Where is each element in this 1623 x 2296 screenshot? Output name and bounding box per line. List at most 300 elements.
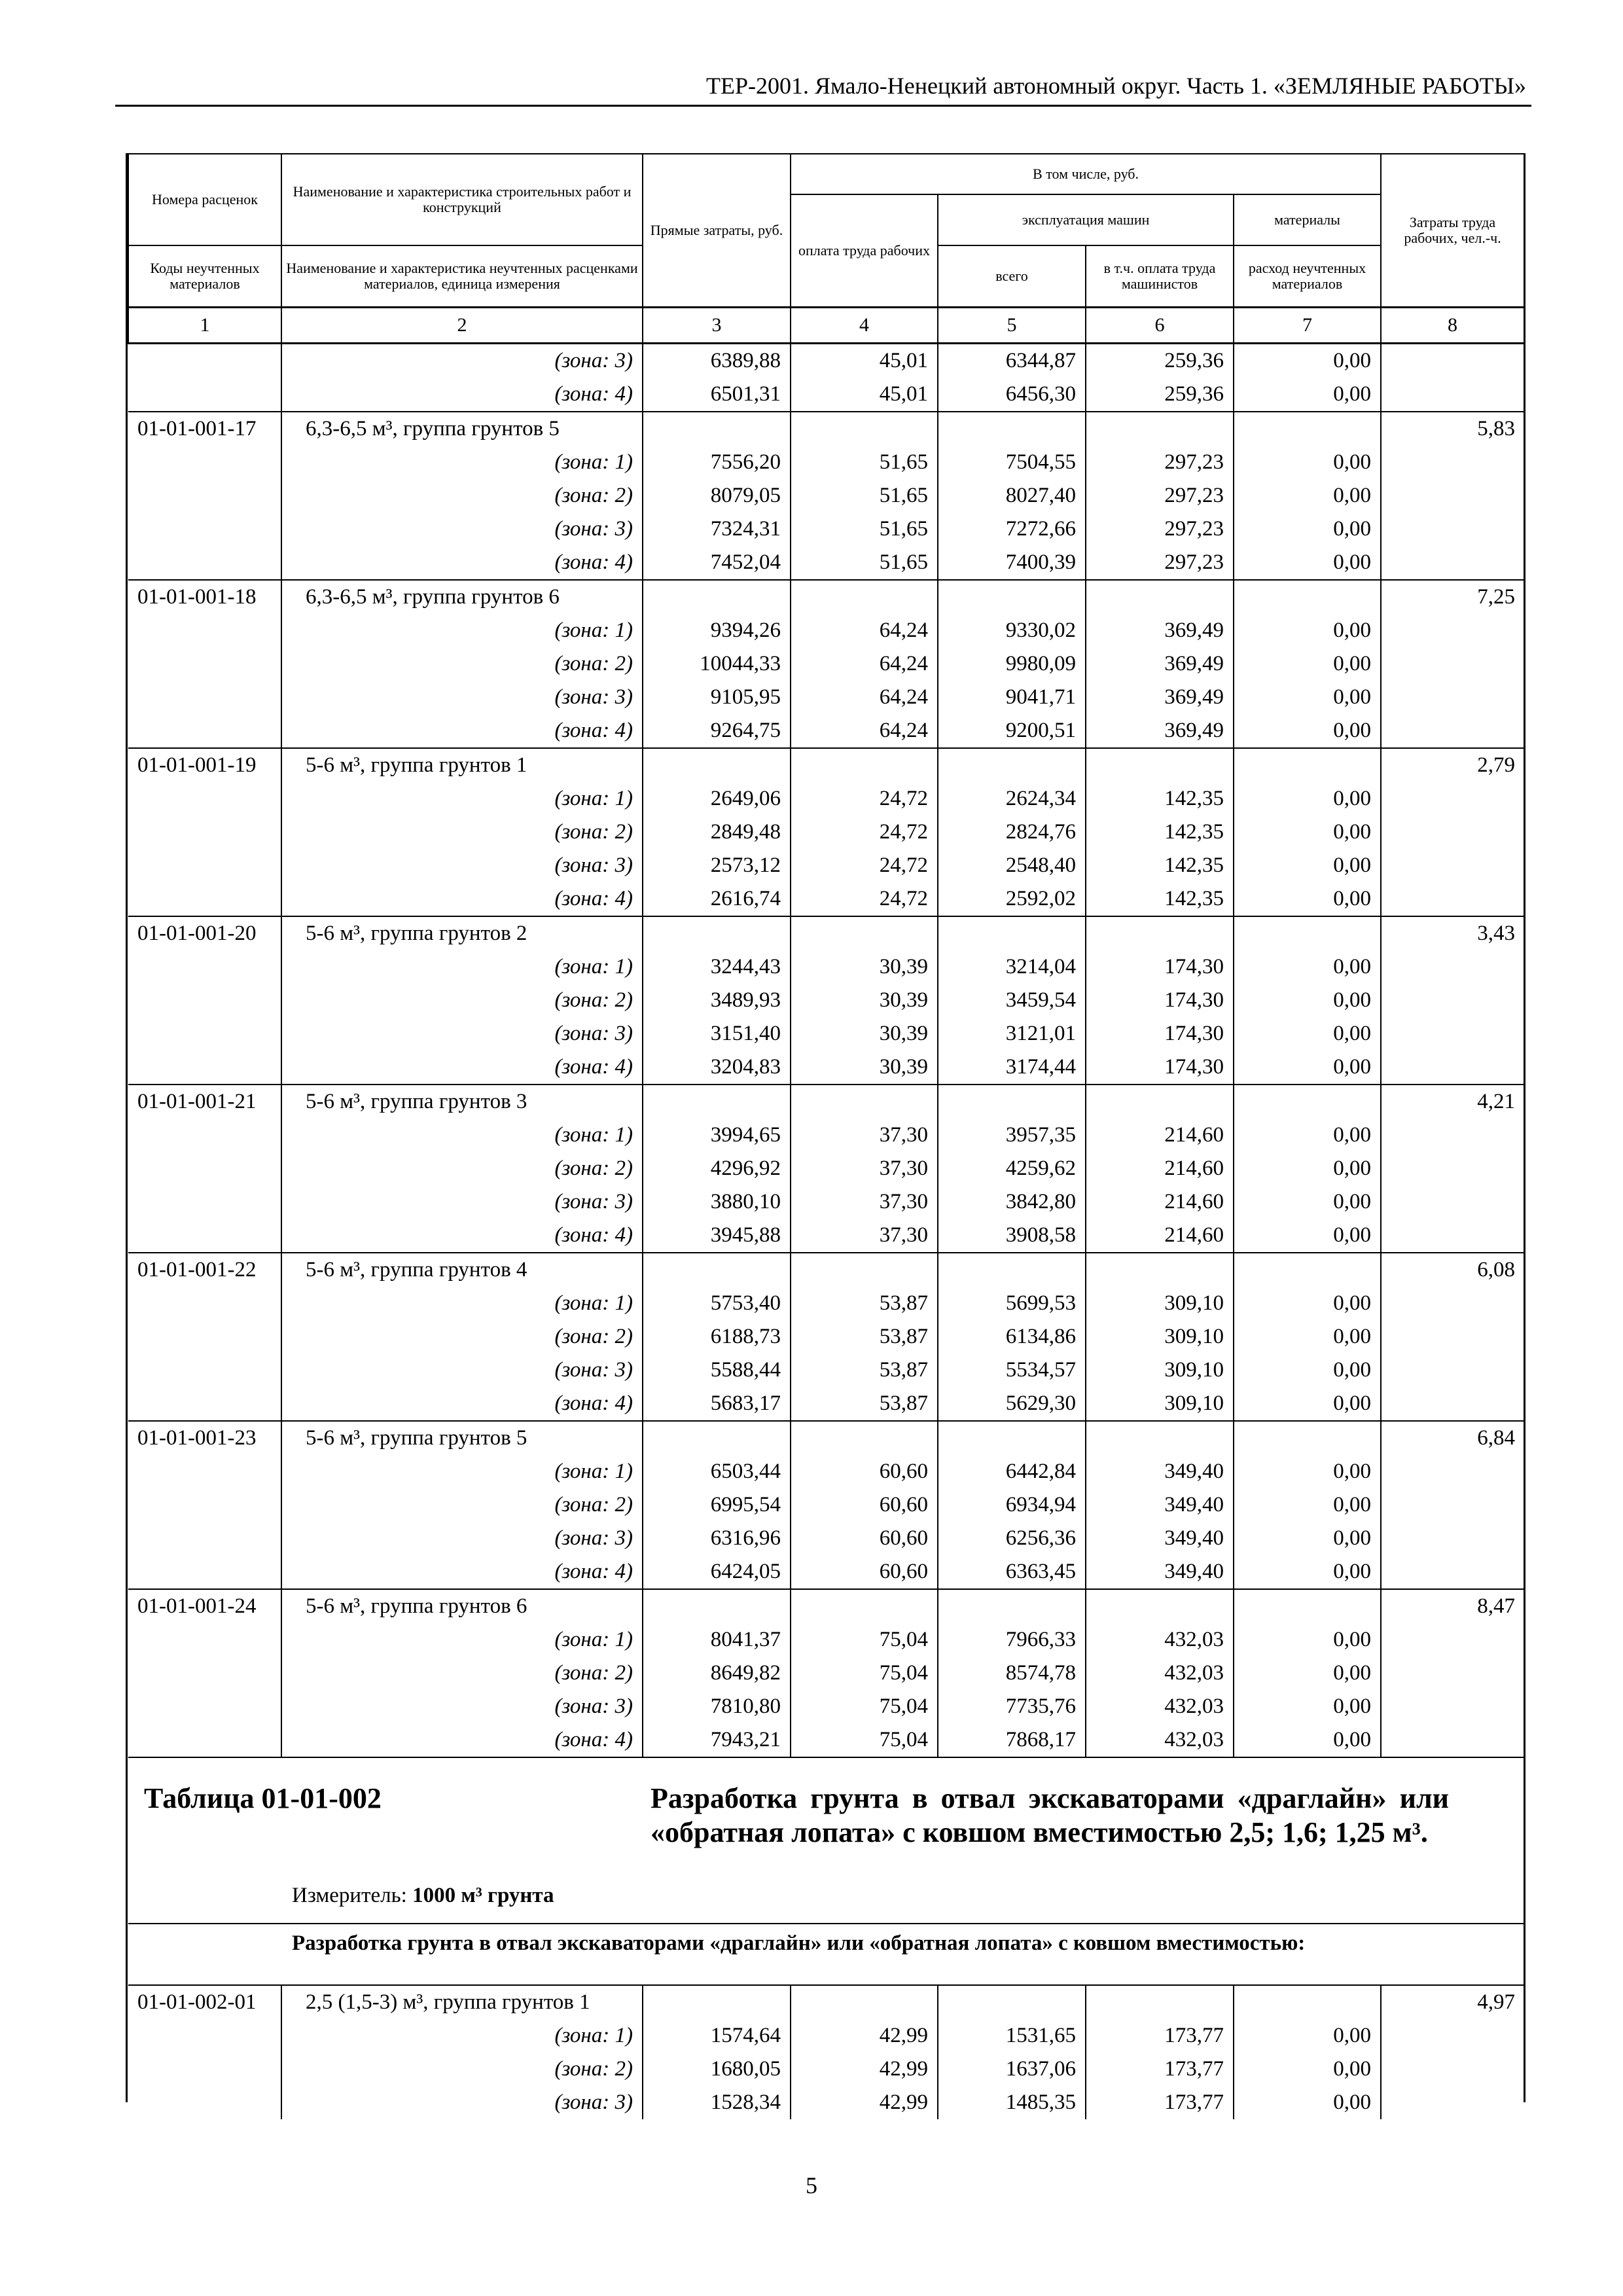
direct-costs: 2849,48 — [643, 816, 791, 849]
machines-total: 8027,40 — [938, 479, 1086, 512]
zone-row — [128, 1387, 1524, 1421]
worker-pay — [791, 748, 938, 782]
operator-pay: 142,35 — [1086, 849, 1234, 882]
machines-total — [938, 1421, 1086, 1455]
machines-total — [938, 1985, 1086, 2019]
column-number: 7 — [1234, 308, 1381, 344]
labor-hours — [1381, 1320, 1524, 1354]
materials-cost: 0,00 — [1234, 1050, 1381, 1085]
operator-pay — [1086, 916, 1234, 950]
rate-code — [128, 816, 281, 849]
operator-pay: 432,03 — [1086, 1690, 1234, 1723]
worker-pay: 64,24 — [791, 681, 938, 714]
labor-hours — [1381, 1522, 1524, 1555]
labor-hours — [1381, 512, 1524, 546]
labor-hours: 2,79 — [1381, 748, 1524, 782]
work-name: 5-6 м³, группа грунтов 2 — [281, 916, 643, 950]
zone-label: (зона: 1) — [281, 1287, 643, 1320]
labor-hours — [1381, 1152, 1524, 1185]
header-machine-operation: эксплуатация машин — [938, 194, 1234, 245]
labor-hours — [1381, 849, 1524, 882]
zone-label: (зона: 4) — [281, 1050, 643, 1085]
worker-pay: 37,30 — [791, 1219, 938, 1253]
table-title: Разработка грунта в отвал экскаваторами «драглайн» или «обратная лопата» с ковшом вместимостью 2,5; 1,6; 1,25 м³. — [651, 1782, 1449, 1848]
zone-label: (зона: 1) — [281, 614, 643, 647]
materials-cost — [1234, 1085, 1381, 1119]
direct-costs: 1574,64 — [643, 2019, 791, 2053]
worker-pay: 51,65 — [791, 512, 938, 546]
section-description: Разработка грунта в отвал экскаваторами «драглайн» или «обратная лопата» с ковшом вместимостью: — [292, 1931, 1306, 1955]
direct-costs — [643, 1253, 791, 1287]
zone-row — [128, 1522, 1524, 1555]
direct-costs: 6424,05 — [643, 1555, 791, 1589]
machines-total: 9980,09 — [938, 647, 1086, 681]
labor-hours — [1381, 1354, 1524, 1387]
worker-pay: 51,65 — [791, 446, 938, 479]
header-material-codes: Коды неучтенных материалов — [128, 245, 281, 308]
materials-cost: 0,00 — [1234, 1522, 1381, 1555]
operator-pay: 297,23 — [1086, 546, 1234, 580]
rate-code — [128, 2086, 281, 2119]
rate-code — [128, 546, 281, 580]
rate-code — [128, 681, 281, 714]
rate-code: 01-01-001-23 — [128, 1421, 281, 1455]
header-rate-numbers: Номера расценок — [128, 154, 281, 245]
materials-cost — [1234, 916, 1381, 950]
materials-cost: 0,00 — [1234, 1219, 1381, 1253]
rate-code — [128, 1522, 281, 1555]
column-number: 5 — [938, 308, 1086, 344]
operator-pay: 297,23 — [1086, 512, 1234, 546]
rate-row — [128, 1085, 1524, 1119]
operator-pay: 173,77 — [1086, 2053, 1234, 2086]
machines-total: 7735,76 — [938, 1690, 1086, 1723]
rate-code: 01-01-001-17 — [128, 412, 281, 446]
rate-code — [128, 647, 281, 681]
machines-total: 9200,51 — [938, 714, 1086, 748]
labor-hours — [1381, 1555, 1524, 1589]
materials-cost: 0,00 — [1234, 1287, 1381, 1320]
materials-cost — [1234, 580, 1381, 614]
labor-hours — [1381, 1455, 1524, 1488]
labor-hours — [1381, 479, 1524, 512]
direct-costs — [643, 1085, 791, 1119]
zone-label: (зона: 1) — [281, 782, 643, 816]
rate-code — [128, 1219, 281, 1253]
materials-cost: 0,00 — [1234, 1017, 1381, 1050]
column-number: 3 — [643, 308, 791, 344]
rate-code — [128, 479, 281, 512]
zone-row — [128, 1185, 1524, 1219]
zone-label: (зона: 3) — [281, 512, 643, 546]
rate-code — [128, 512, 281, 546]
rate-code — [128, 1455, 281, 1488]
rate-code — [128, 1185, 281, 1219]
direct-costs: 7556,20 — [643, 446, 791, 479]
zone-row — [128, 479, 1524, 512]
materials-cost — [1234, 1589, 1381, 1623]
column-number: 1 — [128, 308, 281, 344]
rate-code — [128, 1690, 281, 1723]
machines-total: 7868,17 — [938, 1723, 1086, 1757]
direct-costs — [643, 916, 791, 950]
materials-cost: 0,00 — [1234, 1657, 1381, 1690]
rate-code — [128, 344, 281, 378]
labor-hours — [1381, 446, 1524, 479]
worker-pay: 60,60 — [791, 1455, 938, 1488]
worker-pay: 24,72 — [791, 849, 938, 882]
rate-code — [128, 1152, 281, 1185]
machines-total: 3174,44 — [938, 1050, 1086, 1085]
materials-cost: 0,00 — [1234, 2086, 1381, 2119]
operator-pay: 309,10 — [1086, 1320, 1234, 1354]
materials-cost: 0,00 — [1234, 1320, 1381, 1354]
direct-costs: 7943,21 — [643, 1723, 791, 1757]
worker-pay: 75,04 — [791, 1623, 938, 1657]
zone-row — [128, 849, 1524, 882]
rate-code: 01-01-001-19 — [128, 748, 281, 782]
worker-pay — [791, 1985, 938, 2019]
labor-hours — [1381, 782, 1524, 816]
rate-code — [128, 1387, 281, 1421]
rate-code — [128, 2019, 281, 2053]
zone-row — [128, 1050, 1524, 1085]
zone-label: (зона: 3) — [281, 1354, 643, 1387]
operator-pay: 349,40 — [1086, 1555, 1234, 1589]
direct-costs: 10044,33 — [643, 647, 791, 681]
labor-hours — [1381, 2086, 1524, 2119]
machines-total: 6134,86 — [938, 1320, 1086, 1354]
machines-total: 3842,80 — [938, 1185, 1086, 1219]
operator-pay: 142,35 — [1086, 782, 1234, 816]
column-number: 6 — [1086, 308, 1234, 344]
labor-hours — [1381, 614, 1524, 647]
worker-pay: 53,87 — [791, 1354, 938, 1387]
table-header — [128, 154, 1524, 344]
worker-pay: 51,65 — [791, 479, 938, 512]
operator-pay: 214,60 — [1086, 1219, 1234, 1253]
machines-total: 3121,01 — [938, 1017, 1086, 1050]
zone-label: (зона: 4) — [281, 1387, 643, 1421]
page-number: 5 — [806, 2172, 817, 2198]
direct-costs: 6389,88 — [643, 344, 791, 378]
direct-costs: 7452,04 — [643, 546, 791, 580]
worker-pay: 30,39 — [791, 1050, 938, 1085]
worker-pay: 37,30 — [791, 1152, 938, 1185]
materials-cost: 0,00 — [1234, 849, 1381, 882]
direct-costs — [643, 580, 791, 614]
labor-hours — [1381, 1723, 1524, 1757]
machines-total — [938, 916, 1086, 950]
worker-pay: 30,39 — [791, 1017, 938, 1050]
zone-row — [128, 1354, 1524, 1387]
direct-costs: 4296,92 — [643, 1152, 791, 1185]
rate-code — [128, 1119, 281, 1152]
zone-row — [128, 546, 1524, 580]
operator-pay: 214,60 — [1086, 1185, 1234, 1219]
zone-row — [128, 1623, 1524, 1657]
zone-row — [128, 1555, 1524, 1589]
rate-code — [128, 984, 281, 1017]
operator-pay — [1086, 748, 1234, 782]
machines-total: 7272,66 — [938, 512, 1086, 546]
operator-pay: 174,30 — [1086, 984, 1234, 1017]
work-name: 5-6 м³, группа грунтов 4 — [281, 1253, 643, 1287]
rate-row — [128, 1589, 1524, 1623]
zone-label: (зона: 1) — [281, 950, 643, 984]
rate-code — [128, 849, 281, 882]
materials-cost: 0,00 — [1234, 882, 1381, 916]
materials-cost: 0,00 — [1234, 614, 1381, 647]
zone-row — [128, 1657, 1524, 1690]
work-name: 2,5 (1,5-3) м³, группа грунтов 1 — [281, 1985, 643, 2019]
machines-total — [938, 580, 1086, 614]
zone-label: (зона: 2) — [281, 816, 643, 849]
operator-pay — [1086, 412, 1234, 446]
zone-row — [128, 614, 1524, 647]
operator-pay: 142,35 — [1086, 816, 1234, 849]
operator-pay: 259,36 — [1086, 378, 1234, 412]
direct-costs: 3204,83 — [643, 1050, 791, 1085]
direct-costs: 9264,75 — [643, 714, 791, 748]
zone-label: (зона: 1) — [281, 2019, 643, 2053]
work-name: 6,3-6,5 м³, группа грунтов 5 — [281, 412, 643, 446]
materials-cost: 0,00 — [1234, 1555, 1381, 1589]
machines-total: 4259,62 — [938, 1152, 1086, 1185]
zone-label: (зона: 1) — [281, 1455, 643, 1488]
work-name: 5-6 м³, группа грунтов 6 — [281, 1589, 643, 1623]
zone-label: (зона: 1) — [281, 1119, 643, 1152]
zone-row — [128, 1287, 1524, 1320]
direct-costs: 3994,65 — [643, 1119, 791, 1152]
machines-total: 3459,54 — [938, 984, 1086, 1017]
materials-cost: 0,00 — [1234, 681, 1381, 714]
machines-total: 3214,04 — [938, 950, 1086, 984]
machines-total: 6934,94 — [938, 1488, 1086, 1522]
worker-pay: 64,24 — [791, 647, 938, 681]
zone-row — [128, 816, 1524, 849]
rate-code: 01-01-001-24 — [128, 1589, 281, 1623]
rate-code — [128, 378, 281, 412]
worker-pay — [791, 580, 938, 614]
zone-label: (зона: 4) — [281, 714, 643, 748]
machines-total: 6363,45 — [938, 1555, 1086, 1589]
worker-pay — [791, 412, 938, 446]
rate-code — [128, 1320, 281, 1354]
operator-pay: 173,77 — [1086, 2019, 1234, 2053]
worker-pay: 42,99 — [791, 2019, 938, 2053]
zone-label: (зона: 2) — [281, 984, 643, 1017]
labor-hours — [1381, 1690, 1524, 1723]
zone-row — [128, 984, 1524, 1017]
operator-pay — [1086, 1985, 1234, 2019]
direct-costs: 9105,95 — [643, 681, 791, 714]
operator-pay: 174,30 — [1086, 950, 1234, 984]
labor-hours — [1381, 681, 1524, 714]
worker-pay: 24,72 — [791, 816, 938, 849]
labor-hours — [1381, 1219, 1524, 1253]
worker-pay: 51,65 — [791, 546, 938, 580]
worker-pay: 24,72 — [791, 782, 938, 816]
machines-total: 2548,40 — [938, 849, 1086, 882]
work-name: 5-6 м³, группа грунтов 5 — [281, 1421, 643, 1455]
worker-pay: 42,99 — [791, 2086, 938, 2119]
materials-cost: 0,00 — [1234, 950, 1381, 984]
direct-costs: 7810,80 — [643, 1690, 791, 1723]
labor-hours — [1381, 950, 1524, 984]
table-body-002 — [128, 1985, 1524, 2119]
operator-pay: 369,49 — [1086, 714, 1234, 748]
header-direct-costs: Прямые затраты, руб. — [643, 154, 791, 308]
labor-hours — [1381, 2019, 1524, 2053]
rate-code — [128, 882, 281, 916]
price-table — [128, 153, 1525, 2119]
labor-hours — [1381, 546, 1524, 580]
zone-row — [128, 1017, 1524, 1050]
materials-cost: 0,00 — [1234, 344, 1381, 378]
direct-costs — [643, 1985, 791, 2019]
operator-pay: 432,03 — [1086, 1657, 1234, 1690]
worker-pay: 30,39 — [791, 950, 938, 984]
materials-cost: 0,00 — [1234, 1387, 1381, 1421]
labor-hours: 7,25 — [1381, 580, 1524, 614]
labor-hours — [1381, 882, 1524, 916]
materials-cost: 0,00 — [1234, 546, 1381, 580]
zone-row — [128, 344, 1524, 378]
materials-cost: 0,00 — [1234, 1185, 1381, 1219]
worker-pay: 53,87 — [791, 1287, 938, 1320]
materials-cost: 0,00 — [1234, 446, 1381, 479]
worker-pay: 53,87 — [791, 1320, 938, 1354]
worker-pay: 30,39 — [791, 984, 938, 1017]
direct-costs — [643, 1421, 791, 1455]
worker-pay — [791, 1253, 938, 1287]
materials-cost: 0,00 — [1234, 714, 1381, 748]
materials-cost: 0,00 — [1234, 479, 1381, 512]
direct-costs: 5588,44 — [643, 1354, 791, 1387]
direct-costs — [643, 412, 791, 446]
rate-row — [128, 580, 1524, 614]
zone-label: (зона: 2) — [281, 1488, 643, 1522]
rate-row — [128, 1985, 1524, 2019]
labor-hours — [1381, 1017, 1524, 1050]
labor-hours — [1381, 984, 1524, 1017]
machines-total: 2592,02 — [938, 882, 1086, 916]
zone-row — [128, 1152, 1524, 1185]
operator-pay — [1086, 1589, 1234, 1623]
operator-pay: 142,35 — [1086, 882, 1234, 916]
operator-pay — [1086, 1253, 1234, 1287]
materials-cost: 0,00 — [1234, 2053, 1381, 2086]
labor-hours: 4,97 — [1381, 1985, 1524, 2019]
worker-pay: 24,72 — [791, 882, 938, 916]
machines-total: 3957,35 — [938, 1119, 1086, 1152]
machines-total: 6442,84 — [938, 1455, 1086, 1488]
rate-row — [128, 916, 1524, 950]
labor-hours: 8,47 — [1381, 1589, 1524, 1623]
header-materials: материалы — [1234, 194, 1381, 245]
operator-pay — [1086, 580, 1234, 614]
materials-cost: 0,00 — [1234, 1723, 1381, 1757]
machines-total: 2624,34 — [938, 782, 1086, 816]
rate-code — [128, 1017, 281, 1050]
zone-label: (зона: 2) — [281, 1657, 643, 1690]
rate-code: 01-01-001-18 — [128, 580, 281, 614]
materials-cost: 0,00 — [1234, 1455, 1381, 1488]
machines-total: 9330,02 — [938, 614, 1086, 647]
direct-costs: 1680,05 — [643, 2053, 791, 2086]
operator-pay: 432,03 — [1086, 1723, 1234, 1757]
zone-label: (зона: 4) — [281, 1555, 643, 1589]
machines-total: 6344,87 — [938, 344, 1086, 378]
rate-row — [128, 1421, 1524, 1455]
header-worker-pay: оплата труда рабочих — [791, 194, 938, 308]
rate-code — [128, 714, 281, 748]
rate-code — [128, 1723, 281, 1757]
worker-pay — [791, 1589, 938, 1623]
zone-label: (зона: 3) — [281, 2086, 643, 2119]
operator-pay: 349,40 — [1086, 1522, 1234, 1555]
zone-row — [128, 647, 1524, 681]
zone-label: (зона: 2) — [281, 1320, 643, 1354]
materials-cost: 0,00 — [1234, 1152, 1381, 1185]
machines-total: 1485,35 — [938, 2086, 1086, 2119]
operator-pay: 214,60 — [1086, 1152, 1234, 1185]
materials-cost — [1234, 1421, 1381, 1455]
materials-cost: 0,00 — [1234, 1488, 1381, 1522]
rate-code — [128, 1657, 281, 1690]
zone-label: (зона: 3) — [281, 1522, 643, 1555]
machines-total: 8574,78 — [938, 1657, 1086, 1690]
operator-pay: 309,10 — [1086, 1287, 1234, 1320]
direct-costs: 8079,05 — [643, 479, 791, 512]
zone-row — [128, 1723, 1524, 1757]
worker-pay: 37,30 — [791, 1119, 938, 1152]
labor-hours — [1381, 1488, 1524, 1522]
worker-pay — [791, 916, 938, 950]
zone-row — [128, 1690, 1524, 1723]
machines-total: 7400,39 — [938, 546, 1086, 580]
direct-costs: 7324,31 — [643, 512, 791, 546]
column-number: 4 — [791, 308, 938, 344]
rate-code — [128, 950, 281, 984]
direct-costs: 5753,40 — [643, 1287, 791, 1320]
operator-pay: 369,49 — [1086, 614, 1234, 647]
materials-cost: 0,00 — [1234, 782, 1381, 816]
header-material-names: Наименование и характеристика неучтенных расценками материалов, единица измерения — [281, 245, 643, 308]
worker-pay: 75,04 — [791, 1723, 938, 1757]
direct-costs: 2573,12 — [643, 849, 791, 882]
rate-code — [128, 1555, 281, 1589]
materials-cost: 0,00 — [1234, 816, 1381, 849]
measure-prefix: Измеритель: — [292, 1884, 413, 1907]
direct-costs: 2616,74 — [643, 882, 791, 916]
operator-pay: 173,77 — [1086, 2086, 1234, 2119]
rate-row — [128, 1253, 1524, 1287]
header-work-name: Наименование и характеристика строительных работ и конструкций — [281, 154, 643, 245]
rate-code: 01-01-001-22 — [128, 1253, 281, 1287]
zone-row — [128, 446, 1524, 479]
operator-pay: 297,23 — [1086, 446, 1234, 479]
zone-row — [128, 681, 1524, 714]
rate-code — [128, 1287, 281, 1320]
worker-pay: 45,01 — [791, 378, 938, 412]
header-machines-total: всего — [938, 245, 1086, 308]
direct-costs: 6995,54 — [643, 1488, 791, 1522]
zone-label: (зона: 4) — [281, 1723, 643, 1757]
zone-row — [128, 1320, 1524, 1354]
labor-hours — [1381, 1050, 1524, 1085]
